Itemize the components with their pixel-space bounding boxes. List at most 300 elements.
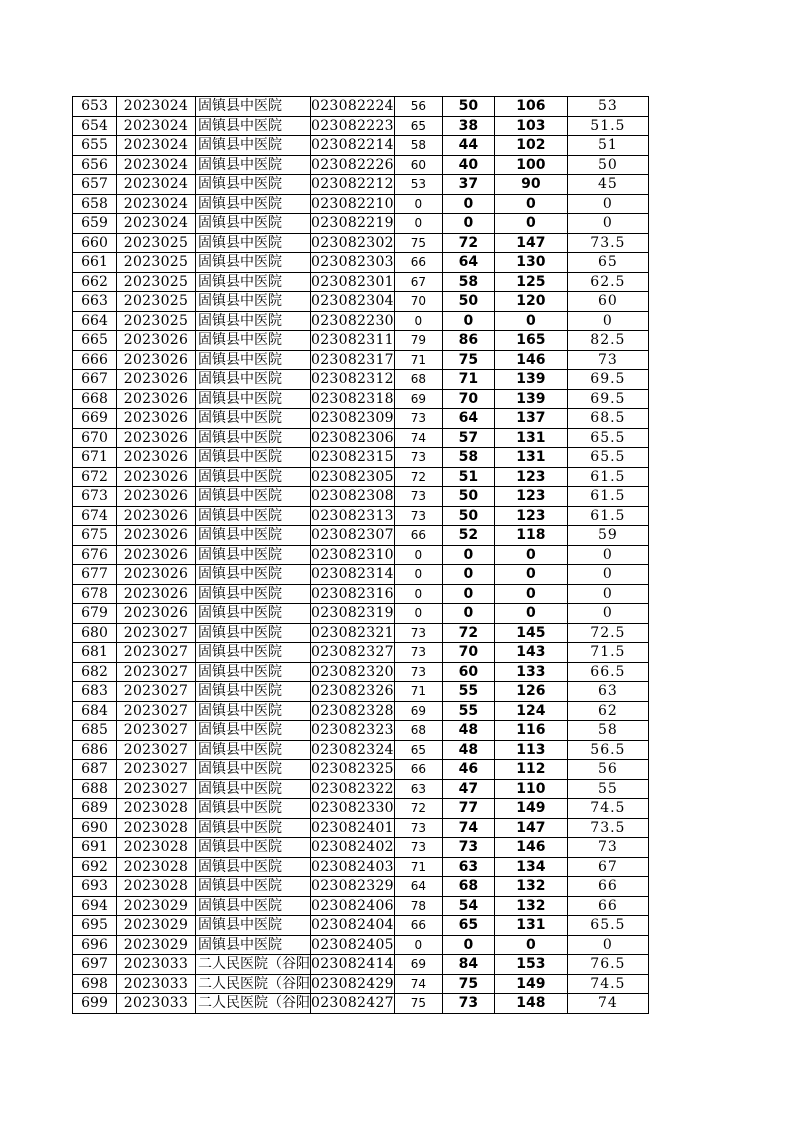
score-written-cell: 73: [394, 838, 442, 858]
hospital-name-cell: [196, 487, 311, 507]
position-code-cell: 2023028: [117, 799, 196, 819]
average-score-cell: 50: [567, 155, 648, 175]
score-written-cell: 69: [394, 389, 442, 409]
row-number-cell: 699: [73, 994, 117, 1014]
exam-id-cell: 023082226: [311, 156, 394, 173]
score-written-cell: 0: [394, 604, 442, 624]
position-code-cell: 2023029: [117, 935, 196, 955]
hospital-name-cell: [196, 233, 311, 253]
score-written-cell: 66: [394, 760, 442, 780]
hospital-name-text: 固镇县中医院: [198, 137, 282, 154]
table-row: [73, 214, 649, 234]
score-written-cell: 0: [394, 565, 442, 585]
hospital-name-text: 固镇县中医院: [198, 156, 282, 173]
score-second-cell: 0: [442, 604, 494, 624]
table-row: [73, 974, 649, 994]
table-row: [73, 272, 649, 292]
average-score-cell: 73: [567, 350, 648, 370]
table-row: [73, 97, 649, 117]
exam-id-cell: 023082313: [311, 507, 394, 524]
exam-id-cell: 023082314: [311, 566, 394, 583]
average-score-cell: 55: [567, 779, 648, 799]
row-number-cell: 653: [73, 97, 117, 117]
total-score-cell: 0: [494, 214, 567, 234]
hospital-name-cell: [196, 506, 311, 526]
total-score-cell: 153: [494, 955, 567, 975]
hospital-name-cell: [196, 448, 311, 468]
hospital-name-text: 固镇县中医院: [198, 819, 282, 836]
exam-id-cell: 023082321: [311, 624, 394, 641]
exam-id-cell: 023082406: [311, 897, 394, 914]
total-score-cell: 0: [494, 311, 567, 331]
exam-id-cell: 023082328: [311, 702, 394, 719]
exam-id-cell: 023082230: [311, 312, 394, 329]
score-written-cell: 71: [394, 857, 442, 877]
score-table-body: [73, 97, 649, 1014]
exam-id-cell: 023082308: [311, 488, 394, 505]
total-score-cell: 131: [494, 428, 567, 448]
hospital-name-cell: [196, 350, 311, 370]
score-written-cell: 78: [394, 896, 442, 916]
exam-id-cell: 023082316: [311, 585, 394, 602]
hospital-name-text: 固镇县中医院: [198, 254, 282, 271]
hospital-name-cell: [196, 857, 311, 877]
average-score-cell: 71.5: [567, 643, 648, 663]
position-code-cell: 2023028: [117, 838, 196, 858]
total-score-cell: 100: [494, 155, 567, 175]
score-second-cell: 0: [442, 194, 494, 214]
exam-id-cell: 023082312: [311, 371, 394, 388]
hospital-name-cell: [196, 292, 311, 312]
total-score-cell: 132: [494, 877, 567, 897]
hospital-name-text: 固镇县中医院: [198, 527, 282, 544]
position-code-cell: 2023025: [117, 253, 196, 273]
row-number-cell: 673: [73, 487, 117, 507]
exam-id-cell: 023082403: [311, 858, 394, 875]
score-written-cell: 69: [394, 701, 442, 721]
score-second-cell: 86: [442, 331, 494, 351]
position-code-cell: 2023025: [117, 233, 196, 253]
hospital-name-cell: [196, 643, 311, 663]
table-row: [73, 857, 649, 877]
score-second-cell: 46: [442, 760, 494, 780]
hospital-name-cell: [196, 97, 311, 117]
average-score-cell: 72.5: [567, 623, 648, 643]
total-score-cell: 0: [494, 565, 567, 585]
hospital-name-cell: [196, 935, 311, 955]
position-code-cell: 2023026: [117, 350, 196, 370]
average-score-cell: 73.5: [567, 233, 648, 253]
position-code-cell: 2023026: [117, 331, 196, 351]
table-row: [73, 350, 649, 370]
hospital-name-cell: [196, 604, 311, 624]
exam-id-cell: 023082323: [311, 722, 394, 739]
total-score-cell: 103: [494, 116, 567, 136]
score-written-cell: 73: [394, 448, 442, 468]
hospital-name-text: 固镇县中医院: [198, 566, 282, 583]
score-second-cell: 60: [442, 662, 494, 682]
hospital-name-text: 二人民医院（谷阳: [198, 975, 310, 992]
score-written-cell: 58: [394, 136, 442, 156]
score-second-cell: 57: [442, 428, 494, 448]
hospital-name-cell: [196, 545, 311, 565]
score-written-cell: 0: [394, 311, 442, 331]
average-score-cell: 0: [567, 545, 648, 565]
exam-id-cell: 023082317: [311, 351, 394, 368]
hospital-name-text: 固镇县中医院: [198, 722, 282, 739]
hospital-name-text: 固镇县中医院: [198, 176, 282, 193]
score-second-cell: 48: [442, 721, 494, 741]
row-number-cell: 697: [73, 955, 117, 975]
total-score-cell: 146: [494, 350, 567, 370]
position-code-cell: 2023027: [117, 623, 196, 643]
table-row: [73, 643, 649, 663]
hospital-name-text: 固镇县中医院: [198, 741, 282, 758]
hospital-name-text: 固镇县中医院: [198, 917, 282, 934]
score-second-cell: 75: [442, 974, 494, 994]
row-number-cell: 680: [73, 623, 117, 643]
average-score-cell: 65.5: [567, 916, 648, 936]
hospital-name-text: 固镇县中医院: [198, 761, 282, 778]
total-score-cell: 139: [494, 370, 567, 390]
row-number-cell: 665: [73, 331, 117, 351]
average-score-cell: 65.5: [567, 428, 648, 448]
score-written-cell: 72: [394, 467, 442, 487]
score-second-cell: 58: [442, 448, 494, 468]
score-written-cell: 79: [394, 331, 442, 351]
exam-id-cell: 023082319: [311, 605, 394, 622]
exam-id-cell: 023082212: [311, 176, 394, 193]
position-code-cell: 2023026: [117, 584, 196, 604]
score-second-cell: 0: [442, 311, 494, 331]
position-code-cell: 2023025: [117, 292, 196, 312]
score-written-cell: 70: [394, 292, 442, 312]
average-score-cell: 0: [567, 311, 648, 331]
total-score-cell: 102: [494, 136, 567, 156]
hospital-name-text: 固镇县中医院: [198, 546, 282, 563]
row-number-cell: 687: [73, 760, 117, 780]
table-row: [73, 253, 649, 273]
exam-id-cell: 023082306: [311, 429, 394, 446]
score-written-cell: 0: [394, 935, 442, 955]
hospital-name-text: 固镇县中医院: [198, 800, 282, 817]
score-second-cell: 54: [442, 896, 494, 916]
total-score-cell: 90: [494, 175, 567, 195]
position-code-cell: 2023024: [117, 155, 196, 175]
table-row: [73, 799, 649, 819]
average-score-cell: 62.5: [567, 272, 648, 292]
score-second-cell: 50: [442, 487, 494, 507]
score-second-cell: 65: [442, 916, 494, 936]
score-written-cell: 66: [394, 916, 442, 936]
hospital-name-text: 固镇县中医院: [198, 605, 282, 622]
position-code-cell: 2023029: [117, 896, 196, 916]
row-number-cell: 659: [73, 214, 117, 234]
position-code-cell: 2023026: [117, 467, 196, 487]
row-number-cell: 666: [73, 350, 117, 370]
score-second-cell: 68: [442, 877, 494, 897]
table-row: [73, 331, 649, 351]
row-number-cell: 685: [73, 721, 117, 741]
hospital-name-cell: [196, 467, 311, 487]
table-row: [73, 604, 649, 624]
row-number-cell: 675: [73, 526, 117, 546]
row-number-cell: 655: [73, 136, 117, 156]
score-second-cell: 74: [442, 818, 494, 838]
exam-id-cell: 023082326: [311, 683, 394, 700]
table-row: [73, 760, 649, 780]
table-row: [73, 818, 649, 838]
hospital-name-cell: [196, 994, 311, 1014]
row-number-cell: 693: [73, 877, 117, 897]
total-score-cell: 0: [494, 545, 567, 565]
position-code-cell: 2023024: [117, 136, 196, 156]
score-written-cell: 73: [394, 506, 442, 526]
hospital-name-cell: [196, 818, 311, 838]
hospital-name-text: 固镇县中医院: [198, 215, 282, 232]
total-score-cell: 110: [494, 779, 567, 799]
table-row: [73, 175, 649, 195]
score-second-cell: 40: [442, 155, 494, 175]
table-row: [73, 194, 649, 214]
exam-id-cell: 023082429: [311, 975, 394, 992]
hospital-name-text: 固镇县中医院: [198, 624, 282, 641]
score-written-cell: 67: [394, 272, 442, 292]
hospital-name-text: 固镇县中医院: [198, 273, 282, 290]
hospital-name-text: 固镇县中医院: [198, 332, 282, 349]
total-score-cell: 123: [494, 467, 567, 487]
hospital-name-text: 固镇县中医院: [198, 644, 282, 661]
exam-id-cell: 023082322: [311, 780, 394, 797]
score-second-cell: 72: [442, 233, 494, 253]
score-second-cell: 64: [442, 409, 494, 429]
table-row: [73, 116, 649, 136]
exam-id-cell: 023082320: [311, 663, 394, 680]
exam-id-cell: 023082311: [311, 332, 394, 349]
score-second-cell: 47: [442, 779, 494, 799]
hospital-name-cell: [196, 526, 311, 546]
exam-id-cell: 023082301: [311, 273, 394, 290]
table-row: [73, 311, 649, 331]
total-score-cell: 125: [494, 272, 567, 292]
hospital-name-text: 固镇县中医院: [198, 507, 282, 524]
hospital-name-cell: [196, 389, 311, 409]
hospital-name-text: 二人民医院（谷阳: [198, 956, 310, 973]
hospital-name-cell: [196, 565, 311, 585]
score-second-cell: 50: [442, 506, 494, 526]
score-written-cell: 71: [394, 350, 442, 370]
total-score-cell: 132: [494, 896, 567, 916]
exam-id-cell: 023082329: [311, 878, 394, 895]
hospital-name-cell: [196, 779, 311, 799]
score-written-cell: 69: [394, 955, 442, 975]
score-written-cell: 73: [394, 643, 442, 663]
table-row: [73, 389, 649, 409]
hospital-name-cell: [196, 916, 311, 936]
score-second-cell: 38: [442, 116, 494, 136]
hospital-name-text: 固镇县中医院: [198, 663, 282, 680]
exam-id-cell: 023082219: [311, 215, 394, 232]
average-score-cell: 45: [567, 175, 648, 195]
score-written-cell: 66: [394, 526, 442, 546]
score-written-cell: 66: [394, 253, 442, 273]
table-row: [73, 682, 649, 702]
hospital-name-cell: [196, 662, 311, 682]
position-code-cell: 2023025: [117, 311, 196, 331]
hospital-name-cell: [196, 721, 311, 741]
exam-id-cell: 023082405: [311, 936, 394, 953]
exam-id-cell: 023082304: [311, 293, 394, 310]
score-second-cell: 73: [442, 994, 494, 1014]
hospital-name-cell: [196, 838, 311, 858]
hospital-name-text: 固镇县中医院: [198, 410, 282, 427]
score-written-cell: 65: [394, 116, 442, 136]
exam-id-cell: 023082302: [311, 234, 394, 251]
average-score-cell: 69.5: [567, 370, 648, 390]
hospital-name-cell: [196, 311, 311, 331]
table-row: [73, 409, 649, 429]
position-code-cell: 2023025: [117, 272, 196, 292]
hospital-name-text: 固镇县中医院: [198, 98, 282, 115]
exam-id-cell: 023082324: [311, 741, 394, 758]
position-code-cell: 2023028: [117, 877, 196, 897]
row-number-cell: 683: [73, 682, 117, 702]
average-score-cell: 60: [567, 292, 648, 312]
average-score-cell: 66.5: [567, 662, 648, 682]
position-code-cell: 2023026: [117, 545, 196, 565]
hospital-name-cell: [196, 701, 311, 721]
average-score-cell: 68.5: [567, 409, 648, 429]
table-row: [73, 935, 649, 955]
row-number-cell: 662: [73, 272, 117, 292]
table-row: [73, 565, 649, 585]
position-code-cell: 2023026: [117, 428, 196, 448]
score-second-cell: 58: [442, 272, 494, 292]
average-score-cell: 0: [567, 214, 648, 234]
hospital-name-text: 固镇县中医院: [198, 293, 282, 310]
row-number-cell: 684: [73, 701, 117, 721]
table-row: [73, 662, 649, 682]
table-row: [73, 877, 649, 897]
score-written-cell: 73: [394, 818, 442, 838]
score-written-cell: 72: [394, 799, 442, 819]
average-score-cell: 73: [567, 838, 648, 858]
exam-id-cell: 023082401: [311, 819, 394, 836]
score-written-cell: 73: [394, 623, 442, 643]
total-score-cell: 139: [494, 389, 567, 409]
position-code-cell: 2023033: [117, 994, 196, 1014]
hospital-name-text: 固镇县中医院: [198, 371, 282, 388]
score-second-cell: 72: [442, 623, 494, 643]
score-written-cell: 73: [394, 409, 442, 429]
position-code-cell: 2023026: [117, 604, 196, 624]
score-written-cell: 73: [394, 487, 442, 507]
hospital-name-cell: [196, 253, 311, 273]
average-score-cell: 65: [567, 253, 648, 273]
exam-id-cell: 023082214: [311, 137, 394, 154]
average-score-cell: 0: [567, 194, 648, 214]
exam-id-cell: 023082210: [311, 195, 394, 212]
exam-id-cell: 023082402: [311, 839, 394, 856]
position-code-cell: 2023024: [117, 175, 196, 195]
hospital-name-cell: [196, 799, 311, 819]
hospital-name-cell: [196, 974, 311, 994]
table-row: [73, 233, 649, 253]
position-code-cell: 2023033: [117, 974, 196, 994]
table-row: [73, 292, 649, 312]
score-second-cell: 55: [442, 682, 494, 702]
position-code-cell: 2023026: [117, 526, 196, 546]
row-number-cell: 667: [73, 370, 117, 390]
row-number-cell: 679: [73, 604, 117, 624]
score-second-cell: 50: [442, 292, 494, 312]
row-number-cell: 694: [73, 896, 117, 916]
hospital-name-cell: [196, 370, 311, 390]
row-number-cell: 657: [73, 175, 117, 195]
row-number-cell: 682: [73, 662, 117, 682]
score-second-cell: 71: [442, 370, 494, 390]
total-score-cell: 145: [494, 623, 567, 643]
average-score-cell: 0: [567, 565, 648, 585]
row-number-cell: 677: [73, 565, 117, 585]
average-score-cell: 61.5: [567, 506, 648, 526]
score-written-cell: 74: [394, 428, 442, 448]
score-written-cell: 65: [394, 740, 442, 760]
score-written-cell: 74: [394, 974, 442, 994]
exam-id-cell: 023082223: [311, 117, 394, 134]
average-score-cell: 74.5: [567, 799, 648, 819]
hospital-name-cell: [196, 682, 311, 702]
average-score-cell: 51: [567, 136, 648, 156]
total-score-cell: 126: [494, 682, 567, 702]
row-number-cell: 695: [73, 916, 117, 936]
score-written-cell: 56: [394, 97, 442, 117]
exam-id-cell: 023082427: [311, 995, 394, 1012]
hospital-name-cell: [196, 623, 311, 643]
row-number-cell: 670: [73, 428, 117, 448]
table-row: [73, 623, 649, 643]
table-row: [73, 370, 649, 390]
hospital-name-cell: [196, 428, 311, 448]
total-score-cell: 165: [494, 331, 567, 351]
total-score-cell: 113: [494, 740, 567, 760]
average-score-cell: 61.5: [567, 467, 648, 487]
total-score-cell: 118: [494, 526, 567, 546]
position-code-cell: 2023026: [117, 487, 196, 507]
total-score-cell: 131: [494, 916, 567, 936]
hospital-name-cell: [196, 877, 311, 897]
position-code-cell: 2023027: [117, 701, 196, 721]
hospital-name-text: 固镇县中医院: [198, 839, 282, 856]
average-score-cell: 56: [567, 760, 648, 780]
hospital-name-cell: [196, 155, 311, 175]
hospital-name-cell: [196, 409, 311, 429]
average-score-cell: 67: [567, 857, 648, 877]
score-written-cell: 71: [394, 682, 442, 702]
position-code-cell: 2023028: [117, 857, 196, 877]
exam-id-cell: 023082404: [311, 917, 394, 934]
exam-id-cell: 023082309: [311, 410, 394, 427]
table-row: [73, 896, 649, 916]
table-row: [73, 994, 649, 1014]
total-score-cell: 148: [494, 994, 567, 1014]
total-score-cell: 130: [494, 253, 567, 273]
row-number-cell: 664: [73, 311, 117, 331]
table-row: [73, 721, 649, 741]
total-score-cell: 137: [494, 409, 567, 429]
average-score-cell: 76.5: [567, 955, 648, 975]
average-score-cell: 73.5: [567, 818, 648, 838]
